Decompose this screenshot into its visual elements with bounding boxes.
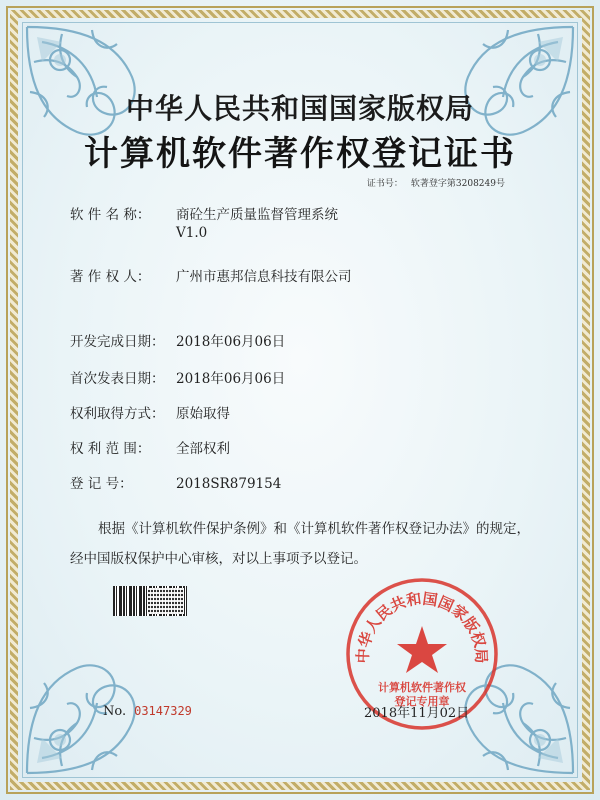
field-acquisition-method: [70, 402, 230, 422]
field-value: 全部权利: [176, 441, 230, 457]
serial-label: No.: [103, 704, 127, 719]
field-value: 广州市惠邦信息科技有限公司: [176, 269, 352, 285]
certificate-number: [367, 176, 505, 189]
field-software-name: [70, 203, 338, 241]
field-value: 商砼生产质量监督管理系统: [176, 207, 338, 223]
field-label: 权 利 范 围：: [70, 441, 151, 457]
seal-center-line2: 登记专用章: [394, 695, 450, 708]
field-value: 原始取得: [176, 406, 230, 422]
field-label: 开发完成日期：: [70, 334, 165, 350]
field-value: 2018年06月06日: [176, 334, 286, 350]
field-rights-scope: [70, 437, 230, 457]
field-completion-date: [70, 330, 285, 350]
seal-center-line1: 计算机软件著作权: [378, 681, 466, 694]
serial-number: [103, 704, 192, 719]
certificate-number-value: 软著登字第3208249号: [410, 179, 505, 189]
certificate-title: 计算机软件著作权登记证书: [84, 134, 516, 174]
field-value: 2018SR879154: [176, 476, 282, 492]
registration-statement: 根据《计算机软件保护条例》和《计算机软件著作权登记办法》的规定，经中国版权保护中心审核，对以上事项予以登记。: [70, 521, 530, 567]
seal-ring-text: 中华人民共和国国家版权局: [353, 589, 491, 664]
issue-date: 2018年11月02日: [364, 706, 470, 721]
field-value-version: V1.0: [176, 225, 208, 241]
qr-code-icon: [148, 588, 184, 614]
field-label: 登 记 号：: [70, 476, 133, 492]
field-label: 权利取得方式：: [70, 406, 165, 422]
certificate-number-label: 证书号：: [366, 179, 403, 189]
field-label: 软 件 名 称：: [70, 207, 151, 223]
corner-ornament-icon: [22, 628, 172, 778]
field-copyright-owner: [70, 265, 352, 285]
field-label: 著 作 权 人：: [70, 269, 151, 285]
field-value: 2018年06月06日: [176, 371, 286, 387]
field-label: 首次发表日期：: [70, 371, 165, 387]
field-publish-date: [70, 367, 285, 387]
issuer-title: 中华人民共和国国家版权局: [125, 92, 474, 125]
serial-value: 03147329: [134, 704, 192, 718]
field-registration-number: [70, 472, 281, 492]
